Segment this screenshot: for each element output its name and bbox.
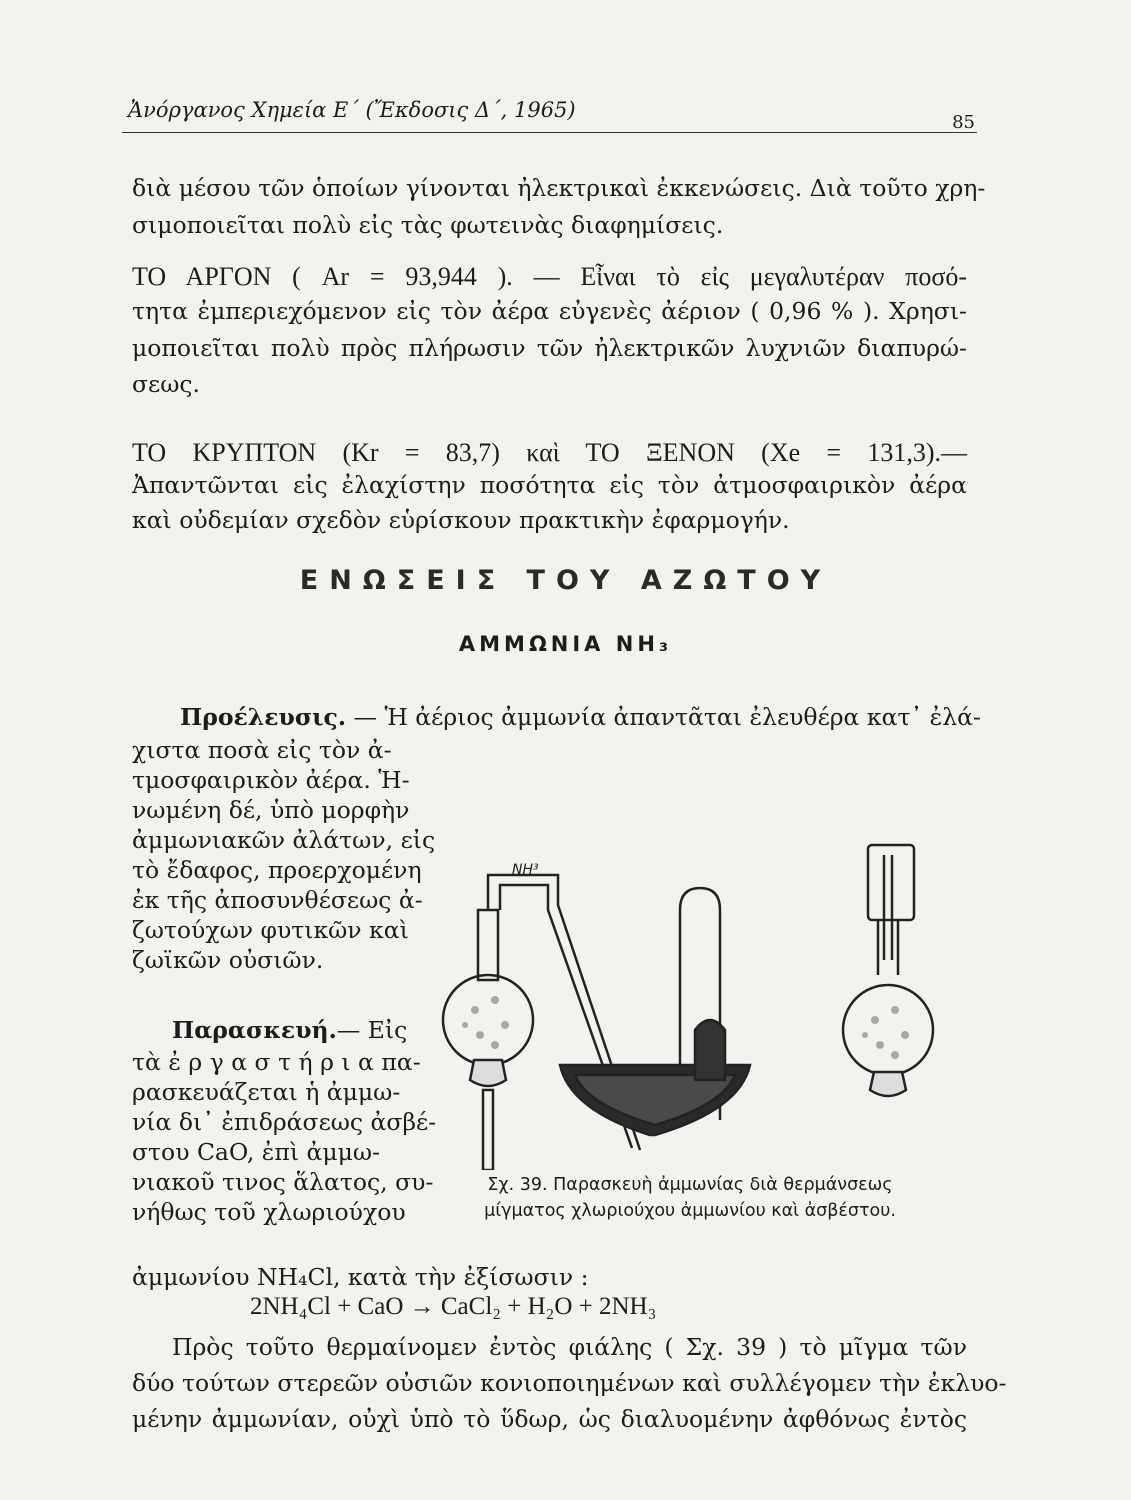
text-line: τητα ἐμπεριεχόμενον εἰς τὸν ἀέρα εὐγενὲς ἀέριον ( 0,96 % ). Χρησι-: [132, 297, 967, 325]
text-line: τμοσφαιρικὸν ἀέρα. Ἡ-: [132, 766, 410, 794]
text-line: ζωϊκῶν οὐσιῶν.: [132, 946, 324, 974]
text-line: διὰ μέσου τῶν ὁποίων γίνονται ἠλεκτρικαὶ ἐκκενώσεις. Διὰ τοῦτο χρη-: [132, 174, 986, 202]
text-line: τὸ ἔδαφος, προερχομένη: [132, 856, 422, 884]
text-line: νωμένη δέ, ὑπὸ μορφὴν: [132, 796, 410, 824]
preparation-text: — Εἰς: [336, 1016, 408, 1044]
text-line: χιστα ποσὰ εἰς τὸν ἀ-: [132, 736, 392, 764]
text-line: καὶ οὐδεμίαν σχεδὸν εὑρίσκουν πρακτικὴν ἐφαρμογήν.: [132, 506, 790, 534]
left-flask-icon: [443, 975, 533, 1065]
right-flask-icon: [843, 985, 933, 1075]
text-line: ΤΟ ΚΡΥΠΤΟΝ (Kr = 83,7) καὶ ΤΟ ΞΕΝΟΝ (Xe = 131,3).—: [132, 438, 967, 467]
chemical-equation: 2NH₄Cl + CaO → CaCl₂ + H₂O + 2NH₃: [250, 1293, 657, 1320]
text-line: ΤΟ ΑΡΓΟΝ ( Ar = 93,944 ). — Εἶναι τὸ εἰς μεγαλυτέραν ποσό-: [132, 262, 967, 291]
text-line: νία δι᾽ ἐπιδράσεως ἀσβέ-: [132, 1108, 437, 1136]
origin-label: Προέλευσις.: [180, 703, 347, 731]
origin-text: — Ἡ ἀέριος ἀμμωνία ἀπαντᾶται ἐλευθέρα κατ᾽ ἐλά-: [353, 703, 981, 731]
caption-line2: μίγματος χλωριούχου ἀμμωνίου καὶ ἀσβέστου.: [484, 1201, 896, 1221]
origin-first-line: [180, 702, 981, 732]
caption-number: Σχ. 39.: [487, 1175, 548, 1195]
text-line: ἀμμωνιακῶν ἀλάτων, εἰς: [132, 826, 436, 854]
subheading: ΑΜΜΩΝΙΑ NH₃: [458, 632, 673, 656]
caption-line1: Παρασκευὴ ἀμμωνίας διὰ θερμάνσεως: [553, 1175, 893, 1195]
text-line: νήθως τοῦ χλωριούχου: [132, 1198, 406, 1226]
running-header: [122, 98, 977, 133]
text-line: νιακοῦ τινος ἅλατος, συ-: [132, 1168, 434, 1196]
left-burner-icon: [483, 1090, 493, 1170]
preparation-label: Παρασκευή.: [172, 1016, 337, 1044]
preparation-first-line: [172, 1015, 408, 1045]
text-line: ἐκ τῆς ἀποσυνθέσεως ἀ-: [132, 886, 423, 914]
text-line: ζωτούχων φυτικῶν καὶ: [132, 916, 409, 944]
text-line: σιμοποιεῖται πολὺ εἰς τὰς φωτεινὰς διαφημίσεις.: [132, 211, 724, 239]
text-line: ρασκευάζεται ἡ ἀμμω-: [132, 1078, 401, 1106]
figure-caption: [430, 1172, 950, 1224]
text-line: μοποιεῖται πολὺ πρὸς πλήρωσιν τῶν ἠλεκτρικῶν λυχνιῶν διαπυρώ-: [132, 334, 967, 362]
text-line: μένην ἀμμωνίαν, οὐχὶ ὑπὸ τὸ ὕδωρ, ὡς διαλυομένην ἀφθόνως ἐντὸς: [132, 1405, 967, 1433]
text-line: τὰ ἐ ρ γ α σ τ ή ρ ι α πα-: [132, 1048, 421, 1076]
origin-column: [132, 735, 436, 975]
figure-label-nh3: NH³: [512, 862, 539, 878]
text-line: Ἀπαντῶνται εἰς ἐλαχίστην ποσότητα εἰς τὸν ἀτμοσφαιρικὸν ἀέρα: [132, 471, 967, 499]
text-line: σεως.: [132, 370, 201, 398]
text-line: Πρὸς τοῦτο θερμαίνομεν ἐντὸς φιάλης ( Σχ. 39 ) τὸ μῖγμα τῶν: [172, 1333, 967, 1361]
text-line: ἀμμωνίου NH₄Cl, κατὰ τὴν ἐξίσωσιν :: [132, 1263, 589, 1291]
header-title: Ἀνόργανος Χημεία Ε΄ (Ἔκδοσις Δ΄, 1965): [128, 98, 576, 122]
text-line: δύο τούτων στερεῶν οὐσιῶν κονιοποιημένων καὶ συλλέγομεν τὴν ἐκλυο-: [132, 1369, 1007, 1397]
preparation-column: [132, 1047, 437, 1227]
ammonia-apparatus-figure: [410, 830, 960, 1170]
section-heading: ΕΝΩΣΕΙΣ ΤΟΥ ΑΖΩΤΟΥ: [299, 565, 832, 596]
text-line: στου CaO, ἐπὶ ἀμμω-: [132, 1138, 381, 1166]
page-number: 85: [952, 112, 975, 133]
